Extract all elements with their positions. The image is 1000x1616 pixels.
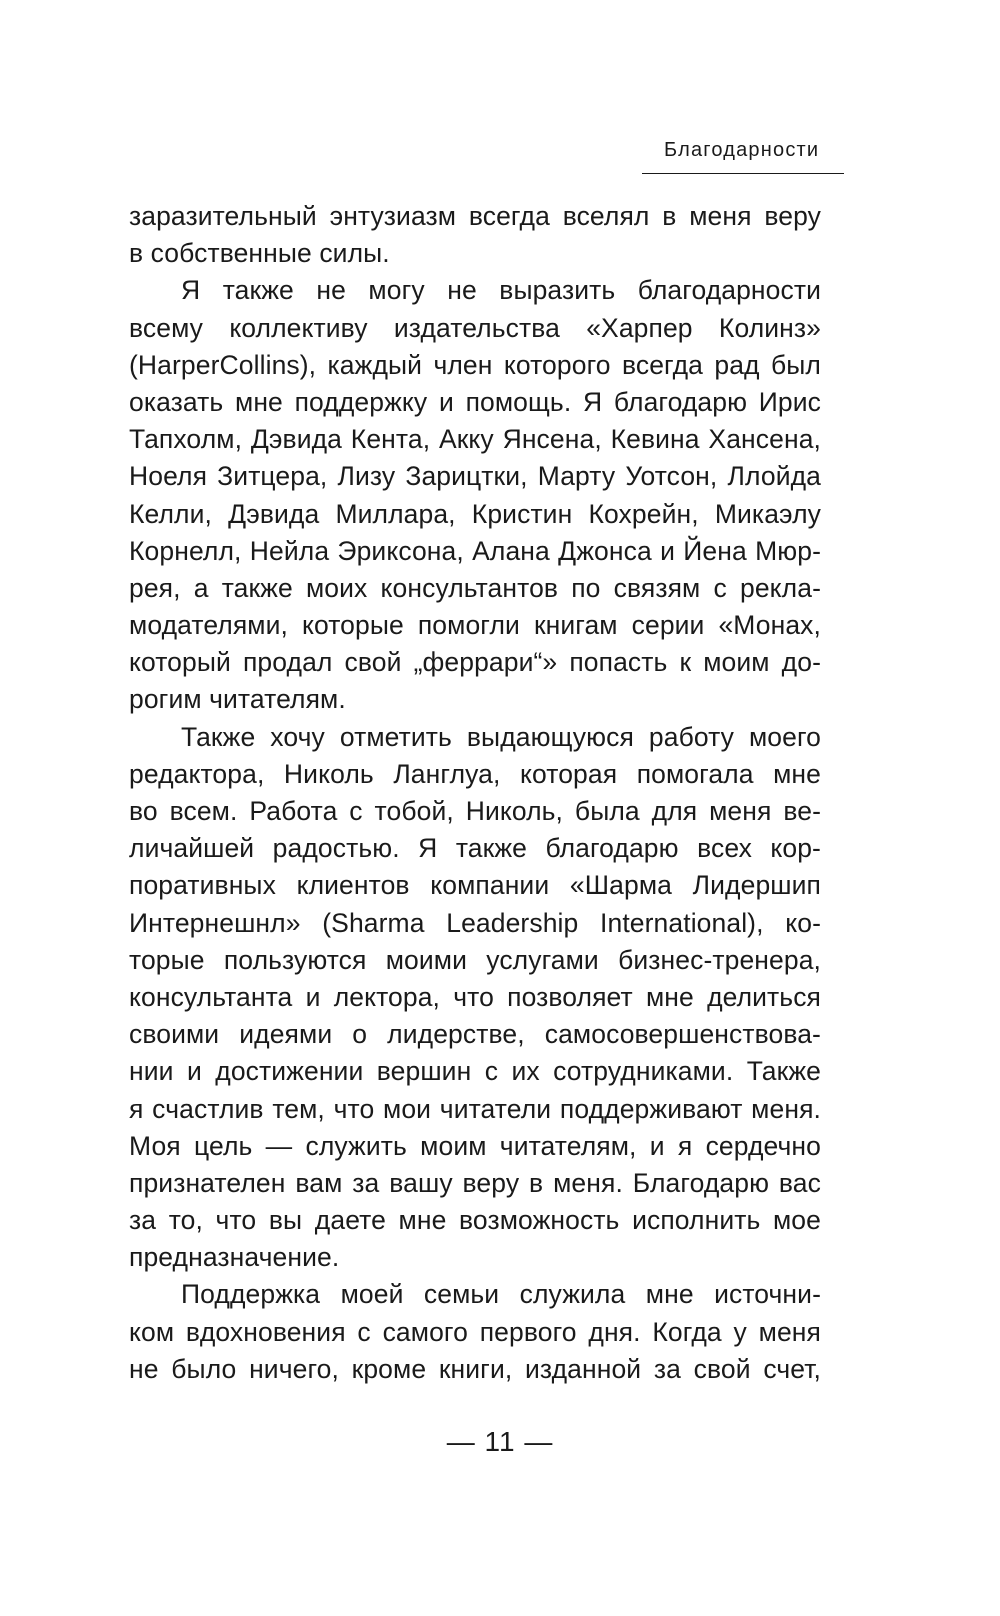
paragraph-first-line: Я также не могу не выразить благодарности [181, 275, 821, 306]
text-line: (HarperCollins), каждый член которого всегда рад был [129, 349, 821, 380]
text-line: за то, что вы даете мне возможность исполнить мое [129, 1205, 821, 1236]
text-line: Моя цель — служить моим читателям, и я сердечно [129, 1130, 821, 1161]
text-line: своими идеями о лидерстве, самосовершенствова- [129, 1019, 821, 1050]
text-line: поративных клиентов компании «Шарма Лидершип [129, 870, 821, 901]
text-line: оказать мне поддержку и помощь. Я благодарю Ирис [129, 386, 821, 417]
text-line: Келли, Дэвида Миллара, Кристин Кохрейн, Микаэлу [129, 498, 821, 529]
text-line: я счастлив тем, что мои читатели поддерживают меня. [129, 1093, 821, 1124]
text-line: предназначение. [129, 1242, 340, 1273]
text-line: ком вдохновения с самого первого дня. Когда у меня [129, 1316, 821, 1347]
text-line: Интернешнл» (Sharma Leadership International), ко- [129, 907, 821, 938]
text-line: во всем. Работа с тобой, Николь, была для меня ве- [129, 796, 821, 826]
text-line: заразительный энтузиазм всегда вселял в меня веру [129, 201, 821, 231]
text-line: всему коллективу издательства «Харпер Колинз» [129, 312, 821, 343]
page-number: — 11 — [446, 1426, 554, 1457]
paragraph-first-line: Также хочу отметить выдающуюся работу моего [181, 721, 821, 752]
running-header-title: Благодарности [664, 139, 820, 161]
text-line: не было ничего, кроме книги, изданной за свой счет, [129, 1353, 821, 1384]
paragraph-first-line: Поддержка моей семьи служила мне источни- [181, 1279, 821, 1310]
text-line: рогим читателям. [129, 684, 346, 715]
text-line: который продал свой „феррари“» попасть к моим до- [129, 647, 821, 678]
text-line: нии и достижении вершин с их сотрудниками. Также [129, 1056, 821, 1087]
body-text [129, 198, 821, 1388]
text-line: торые пользуются моими услугами бизнес-тренера, [129, 944, 821, 975]
text-line: модателями, которые помогли книгам серии «Монах, [129, 610, 821, 641]
text-line: Ноеля Зитцера, Лизу Зарицтки, Марту Уотсон, Ллойда [129, 461, 821, 492]
text-line: рея, а также моих консультантов по связям с рекла- [129, 572, 821, 603]
text-line: в собственные силы. [129, 238, 390, 269]
text-line: Тапхолм, Дэвида Кента, Акку Янсена, Кевина Хансена, [129, 424, 821, 455]
text-line: редактора, Николь Ланглуа, которая помогала мне [129, 758, 821, 789]
header-rule [642, 173, 844, 174]
text-line: Корнелл, Нейла Эриксона, Алана Джонса и Йена Мюр- [129, 535, 821, 566]
text-line: личайшей радостью. Я также благодарю всех кор- [129, 833, 821, 864]
text-line: признателен вам за вашу веру в меня. Благодарю вас [129, 1167, 821, 1198]
text-line: консультанта и лектора, что позволяет мне делиться [129, 981, 821, 1012]
